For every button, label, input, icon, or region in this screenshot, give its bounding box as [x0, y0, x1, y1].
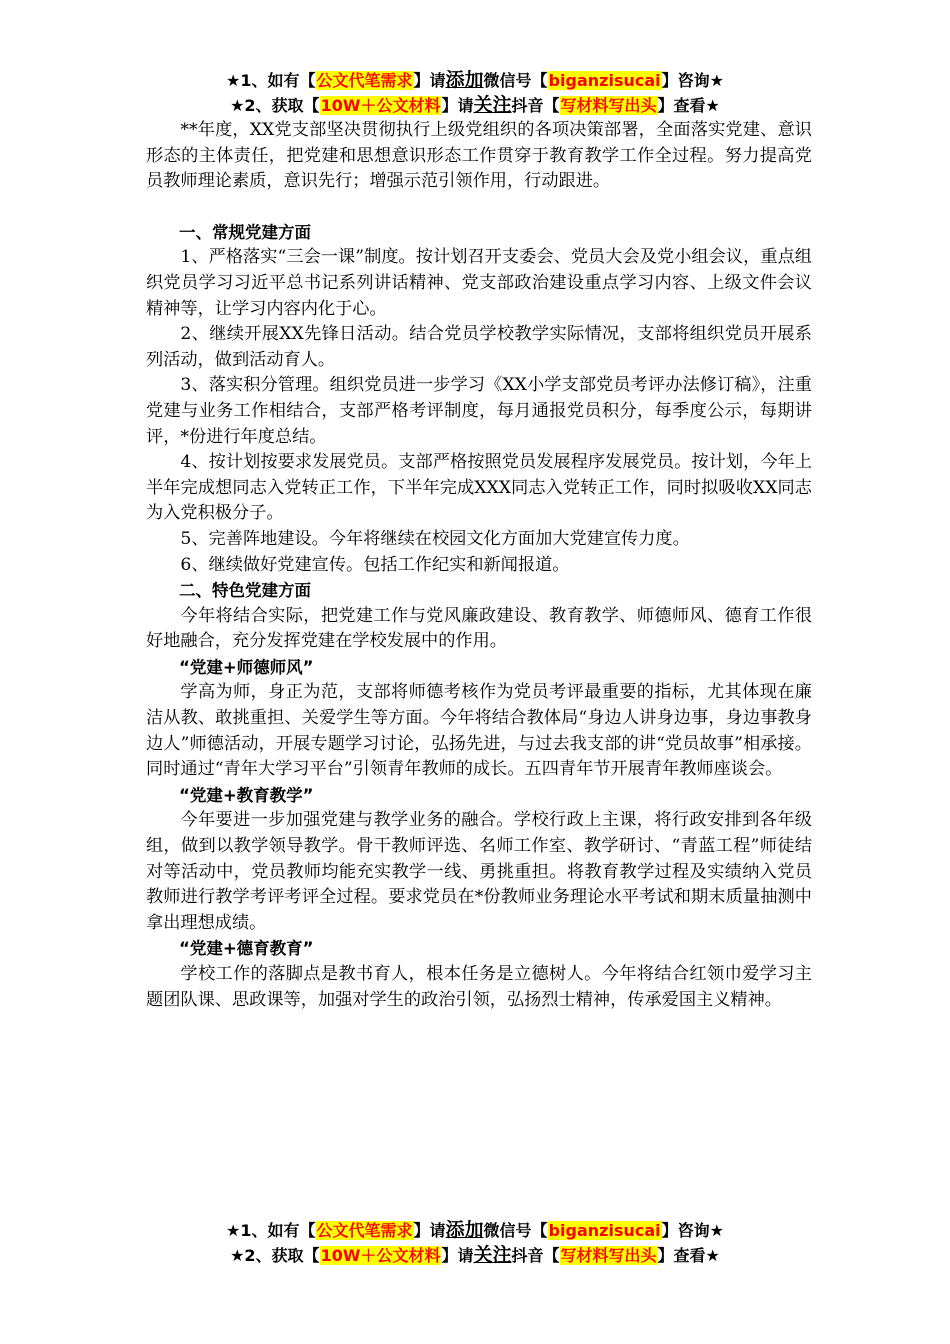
- douyin-id: 写材料写出头: [560, 1246, 657, 1265]
- highlight-text: 公文代笔需求: [316, 71, 413, 90]
- paragraph: 2、继续开展XX先锋日活动。结合党员学校教学实际情况，支部将组织党员开展系列活动，做到活动育人。: [146, 324, 812, 370]
- emphasis-text: 添加: [445, 1219, 484, 1241]
- subheading-teaching: “党建+教育教学”: [179, 785, 314, 805]
- banner-text: ★2、获取【: [230, 1246, 320, 1265]
- banner-text: 微信号【: [483, 71, 548, 90]
- header-banner: [0, 68, 950, 118]
- paragraph: 4、按计划按要求发展党员。支部严格按照党员发展程序发展党员。按计划，今年上半年完成想同志入党转正工作，下半年完成XXX同志入党转正工作，同时拟吸收XX同志为入党积极分子。: [146, 452, 812, 524]
- banner-text: 】查看★: [657, 96, 720, 115]
- paragraph: 6、继续做好党建宣传。包括工作纪实和新闻报道。: [180, 554, 570, 575]
- subheading-ethics: “党建+师德师风”: [179, 657, 314, 677]
- wechat-id: biganzisucai: [548, 71, 661, 90]
- banner-text: 】请: [413, 71, 446, 90]
- document-body: [146, 118, 812, 1013]
- banner-text: ★2、获取【: [230, 96, 320, 115]
- highlight-text: 10W＋公文材料: [320, 1246, 441, 1265]
- banner-text: 】咨询★: [661, 1221, 724, 1240]
- highlight-text: 10W＋公文材料: [320, 96, 441, 115]
- emphasis-text: 关注: [473, 1244, 512, 1266]
- banner-line-2: [0, 1243, 950, 1268]
- paragraph: 今年要进一步加强党建与教学业务的融合。学校行政上主课，将行政安排到各年级组，做到以教学领导教学。骨干教师评选、名师工作室、教学研讨、“青蓝工程”师徒结对等活动中，党员教师均能充实教学一线、勇挑重担。将教育教学过程及实绩纳入党员教师进行教学考评考评全过程。要求党员在*份教师业务理论水平考试和期末质量抽测中拿出理想成绩。: [146, 810, 812, 933]
- highlight-text: 公文代笔需求: [316, 1221, 413, 1240]
- paragraph: 学高为师，身正为范，支部将师德考核作为党员考评最重要的指标，尤其体现在廉洁从教、敢挑重担、关爱学生等方面。今年将结合教体局“身边人讲身边事，身边事教身边人”师德活动，开展专题学习讨论，弘扬先进，与过去我支部的讲“党员故事”相承接。同时通过“青年大学习平台”引领青年教师的成长。五四青年节开展青年教师座谈会。: [146, 682, 812, 780]
- banner-text: ★1、如有【: [226, 71, 316, 90]
- intro-paragraph: **年度，XX党支部坚决贯彻执行上级党组织的各项决策部署，全面落实党建、意识形态的主体责任，把党建和思想意识形态工作贯穿于教育教学工作全过程。努力提高党员教师理论素质，意识先行；增强示范引领作用，行动跟进。: [146, 120, 812, 192]
- banner-text: 】请: [441, 1246, 474, 1265]
- footer-banner: [0, 1218, 950, 1268]
- banner-text: ★1、如有【: [226, 1221, 316, 1240]
- section-heading-1: 一、常规党建方面: [179, 222, 311, 242]
- banner-line-1: [0, 68, 950, 93]
- banner-text: 】查看★: [657, 1246, 720, 1265]
- banner-text: 微信号【: [483, 1221, 548, 1240]
- paragraph: 5、完善阵地建设。今年将继续在校园文化方面加大党建宣传力度。: [180, 528, 690, 549]
- paragraph: 学校工作的落脚点是教书育人，根本任务是立德树人。今年将结合红领巾爱学习主题团队课、思政课等，加强对学生的政治引领，弘扬烈士精神，传承爱国主义精神。: [146, 964, 812, 1010]
- banner-line-1: [0, 1218, 950, 1243]
- banner-text: 抖音【: [511, 1246, 560, 1265]
- banner-text: 】请: [441, 96, 474, 115]
- subheading-moral: “党建+德育教育”: [179, 939, 314, 959]
- paragraph: 3、落实积分管理。组织党员进一步学习《XX小学支部党员考评办法修订稿》，注重党建与业务工作相结合，支部严格考评制度，每月通报党员积分，每季度公示，每期讲评，*份进行年度总结。: [146, 375, 812, 447]
- emphasis-text: 添加: [445, 69, 484, 91]
- banner-text: 】咨询★: [661, 71, 724, 90]
- section-heading-2: 二、特色党建方面: [179, 581, 311, 601]
- banner-text: 】请: [413, 1221, 446, 1240]
- emphasis-text: 关注: [473, 94, 512, 116]
- banner-text: 抖音【: [511, 96, 560, 115]
- blank-line: [146, 195, 812, 220]
- banner-line-2: [0, 93, 950, 118]
- paragraph: 1、严格落实“三会一课”制度。按计划召开支委会、党员大会及党小组会议，重点组织党员学习习近平总书记系列讲话精神、党支部政治建设重点学习内容、上级文件会议精神等，让学习内容内化于心。: [146, 247, 812, 319]
- paragraph: 今年将结合实际，把党建工作与党风廉政建设、教育教学、师德师风、德育工作很好地融合，充分发挥党建在学校发展中的作用。: [146, 605, 812, 652]
- wechat-id: biganzisucai: [548, 1221, 661, 1240]
- douyin-id: 写材料写出头: [560, 96, 657, 115]
